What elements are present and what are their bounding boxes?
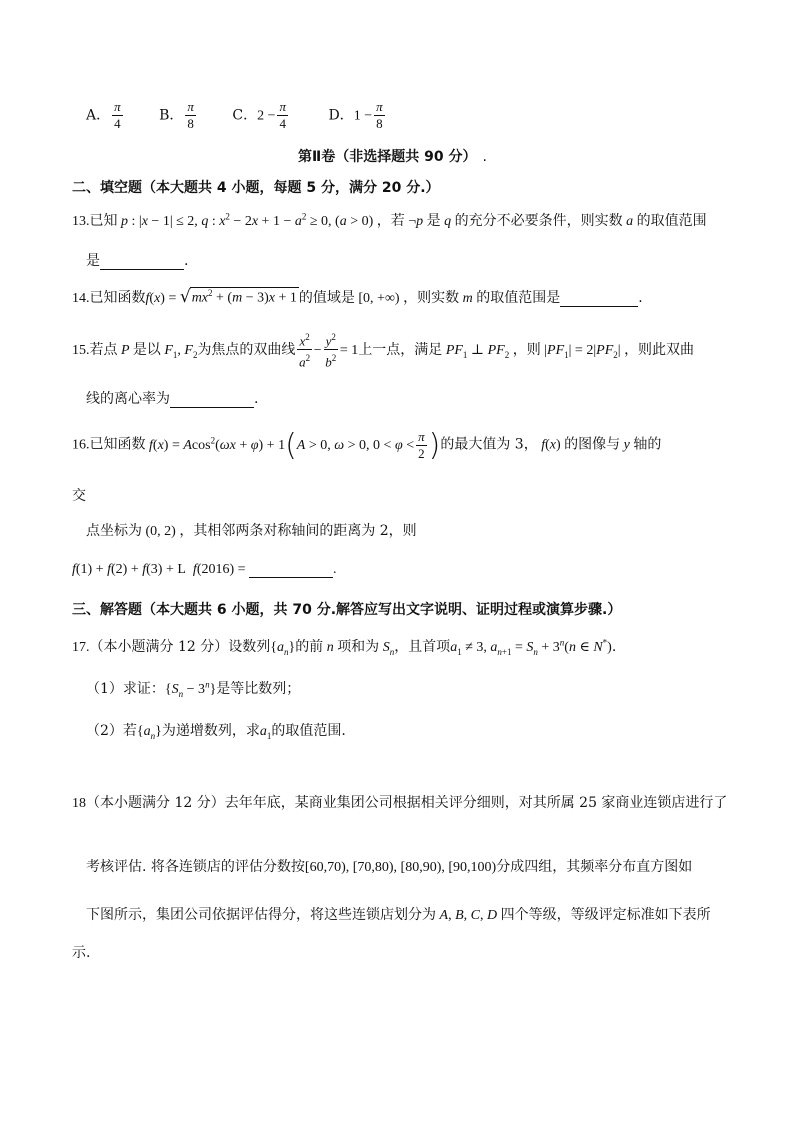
question-17-part1: （1）求证：$\{S_n - 3^n\}$是等比数列； [86,679,301,699]
choice-d-fraction: $\frac{\pi}{8}$ [376,99,383,131]
question-13-line2: 是 . [86,253,189,269]
question-18-line3: 下图所示，集团公司依据评估得分，将这些连锁店划分为 A, B, C, D 四个等级，等级评定标准如下表所 [86,907,711,923]
answer-section-header: 三、解答题（本大题共 6 小题，共 70 分.解答应写出文字说明、证明过程或演算步骤.） [72,602,622,618]
answer-blank [249,563,333,578]
question-17-part2: （2）若$\{a_n\}$为递增数列，求$a_1$的取值范围. [86,723,346,741]
question-16-line2: 交 [72,488,86,504]
question-14: 14.已知函数$f(x) = √mx^2 + (m - 3)x + 1$ 的值域是 [0, +∞) ，则实数 m 的取值范围是 . [72,287,643,307]
question-15: 15.若点 P 是以 $F_1$, $F_2$为焦点的双曲线 $\frac{x^2}{a^2}$ − $\frac{y^2}{b^2}$ = 1上一点，满足 $PF_1$ ⊥ $PF_2$ ，则 $|PF_1| = 2|PF_2|$ ，则此双曲 [72,332,695,370]
question-16-number: 16. [72,437,90,453]
question-13-number: 13. [72,214,90,229]
choice-b-label: B． [159,107,184,124]
question-16-sum-line: f(1) + f(2) + f(3) + L f(2016) = . [72,562,337,577]
choice-a-fraction: $\frac{\pi}{4}$ [114,99,121,131]
question-13: 13.已知 p : |x − 1| ≤ 2, q : $x^2 - 2x + 1 - a^2 \ge 0$, (a > 0) ，若 ¬p 是 q 的充分不必要条件，则实数 a 的取值范围 [72,211,707,229]
question-18: 18（本小题满分 12 分）去年年底，某商业集团公司根据相关评分细则，对其所属 25 家商业连锁店进行了 [72,795,728,811]
q15-hyperbola-fraction-x: $\frac{x^2}{a^2}$ [299,332,311,370]
question-18-line4: 示. [72,945,91,961]
question-18-line2: 考核评估. 将各连锁店的评估分数按[60,70), [70,80), [80,90), [90,100)分成四组，其频率分布直方图如 [86,859,693,875]
answer-blank [170,393,254,408]
choice-c-fraction: $\frac{\pi}{4}$ [279,99,286,131]
q17-recurrence-formula: $a_1 \ne 3$, $a_{n+1} = S_n + 3^n(n$ ∈ N*) [450,637,612,657]
question-18-number: 18 [72,796,86,811]
question-14-number: 14. [72,291,90,306]
q15-hyperbola-fraction-y: $\frac{y^2}{b^2}$ [325,332,337,370]
choice-d: D．1 − $\frac{\pi}{8}$ [328,99,383,131]
question-16: 16.已知函数 f(x) = Acos$^2$(ωx + φ) + 1(A > 0, ω > 0, 0 < φ < $\frac{\pi}{2}$ )的最大值为 3， f(x) 的图像与 y 轴的 [72,427,662,463]
q13-condition-formula: p : |x − 1| ≤ 2, q : $x^2 - 2x + 1 - a^2 \ge 0$, (a > 0) [121,211,377,229]
question-17-points: （本小题满分 12 分） [89,639,229,655]
question-17-number: 17. [72,640,90,655]
choice-a [86,100,125,131]
question-18-points: （本小题满分 12 分） [86,795,225,811]
choice-a-label: A． [86,107,111,124]
question-16-line3: 点坐标为 (0, 2) ，其相邻两条对称轴间的距离为 2，则 [86,523,417,539]
answer-blank [100,255,184,270]
choice-c-label: C． [232,107,258,124]
choice-row [86,100,387,131]
q18-intervals: [60,70), [70,80), [80,90), [90,100) [304,860,497,875]
choice-d-label: D． [328,107,354,124]
q14-function-formula: $f(x) = √mx^2 + (m - 3)x + 1$ [145,287,297,307]
q16-function-formula: f(x) = Acos$^2$(ωx + φ) + 1(A > 0, ω > 0, 0 < φ < $\frac{\pi}{2}$ ) [149,427,441,463]
answer-blank [560,292,638,307]
fill-in-section-header: 二、填空题（本大题共 4 小题，每题 5 分，满分 20 分.） [72,180,440,196]
part2-title: 第Ⅱ卷（非选择题共 90 分） . [298,149,487,165]
choice-b-fraction: $\frac{\pi}{8}$ [187,99,194,131]
choice-c: C．2 − $\frac{\pi}{4}$ [232,99,286,131]
question-17: 17.（本小题满分 12 分）设数列$\{a_n\}$的前 n 项和为 $S_n$，且首项$a_1 \ne 3$, $a_{n+1} = S_n + 3^n(n$ ∈ N*). [72,637,617,657]
choice-b [159,100,198,131]
question-15-line2: 线的离心率为 . [86,391,259,407]
question-15-number: 15. [72,342,90,358]
